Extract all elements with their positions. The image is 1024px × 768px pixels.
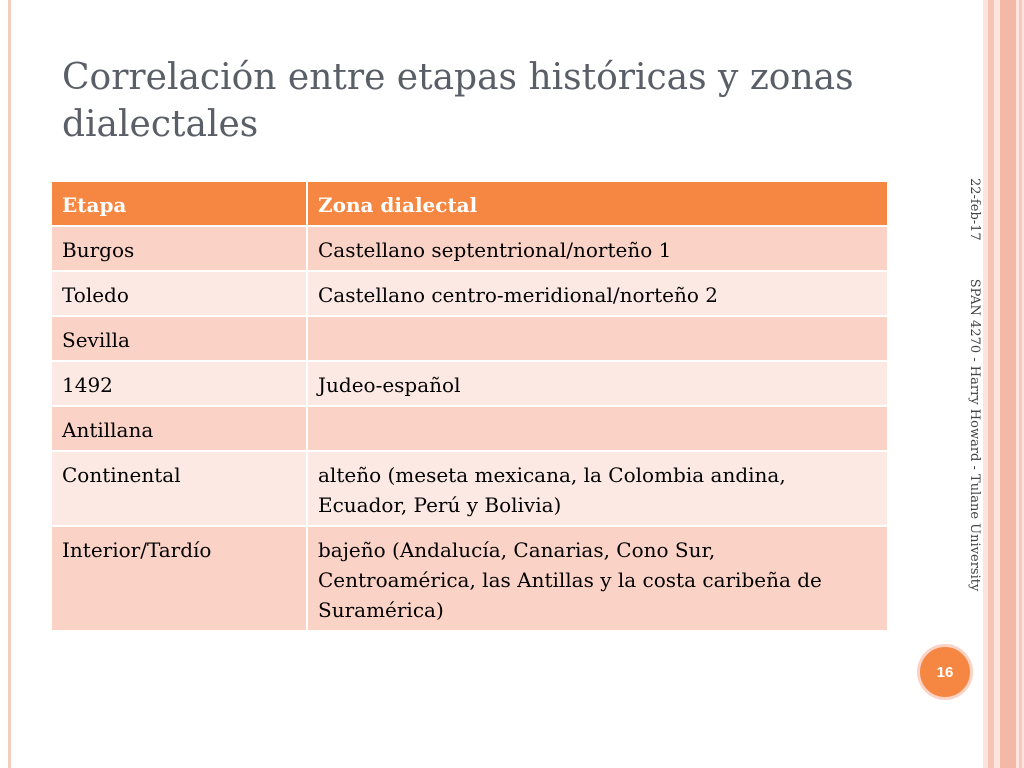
slide-footer-text: SPAN 4270 - Harry Howard - Tulane University xyxy=(967,278,982,592)
right-decorative-stripe xyxy=(988,0,994,768)
right-decorative-stripe xyxy=(1019,0,1022,768)
table-row xyxy=(52,272,887,315)
cell-etapa: Interior/Tardío xyxy=(52,527,308,630)
cell-zona: alteño (meseta mexicana, la Colombia andina, Ecuador, Perú y Bolivia) xyxy=(308,452,887,525)
table-row xyxy=(52,227,887,270)
table-row xyxy=(52,407,887,450)
table-header-row xyxy=(52,182,887,225)
table-row xyxy=(52,317,887,360)
cell-zona: Castellano centro-meridional/norteño 2 xyxy=(308,272,887,315)
cell-etapa: Antillana xyxy=(52,407,308,450)
cell-etapa: Continental xyxy=(52,452,308,525)
slide-date: 22-feb-17 xyxy=(967,178,982,241)
cell-zona xyxy=(308,407,887,450)
dialect-table xyxy=(52,180,887,632)
slide-title: Correlación entre etapas históricas y zonas dialectales xyxy=(62,57,854,145)
cell-etapa: Burgos xyxy=(52,227,308,270)
header-zona-dialectal: Zona dialectal xyxy=(308,182,887,225)
cell-etapa: 1492 xyxy=(52,362,308,405)
page-number: 16 xyxy=(936,663,954,681)
page-number-badge xyxy=(917,644,973,700)
cell-zona: Judeo-español xyxy=(308,362,887,405)
header-etapa: Etapa xyxy=(52,182,308,225)
table-row xyxy=(52,452,887,525)
cell-zona: Castellano septentrional/norteño 1 xyxy=(308,227,887,270)
left-decorative-line xyxy=(8,0,11,768)
right-decorative-stripe xyxy=(1000,0,1016,768)
cell-zona: bajeño (Andalucía, Canarias, Cono Sur, Centroamérica, las Antillas y la costa caribeña de Suramérica) xyxy=(308,527,887,630)
cell-zona xyxy=(308,317,887,360)
table-row xyxy=(52,362,887,405)
cell-etapa: Sevilla xyxy=(52,317,308,360)
side-footer xyxy=(962,178,982,608)
cell-etapa: Toledo xyxy=(52,272,308,315)
table-row xyxy=(52,527,887,630)
